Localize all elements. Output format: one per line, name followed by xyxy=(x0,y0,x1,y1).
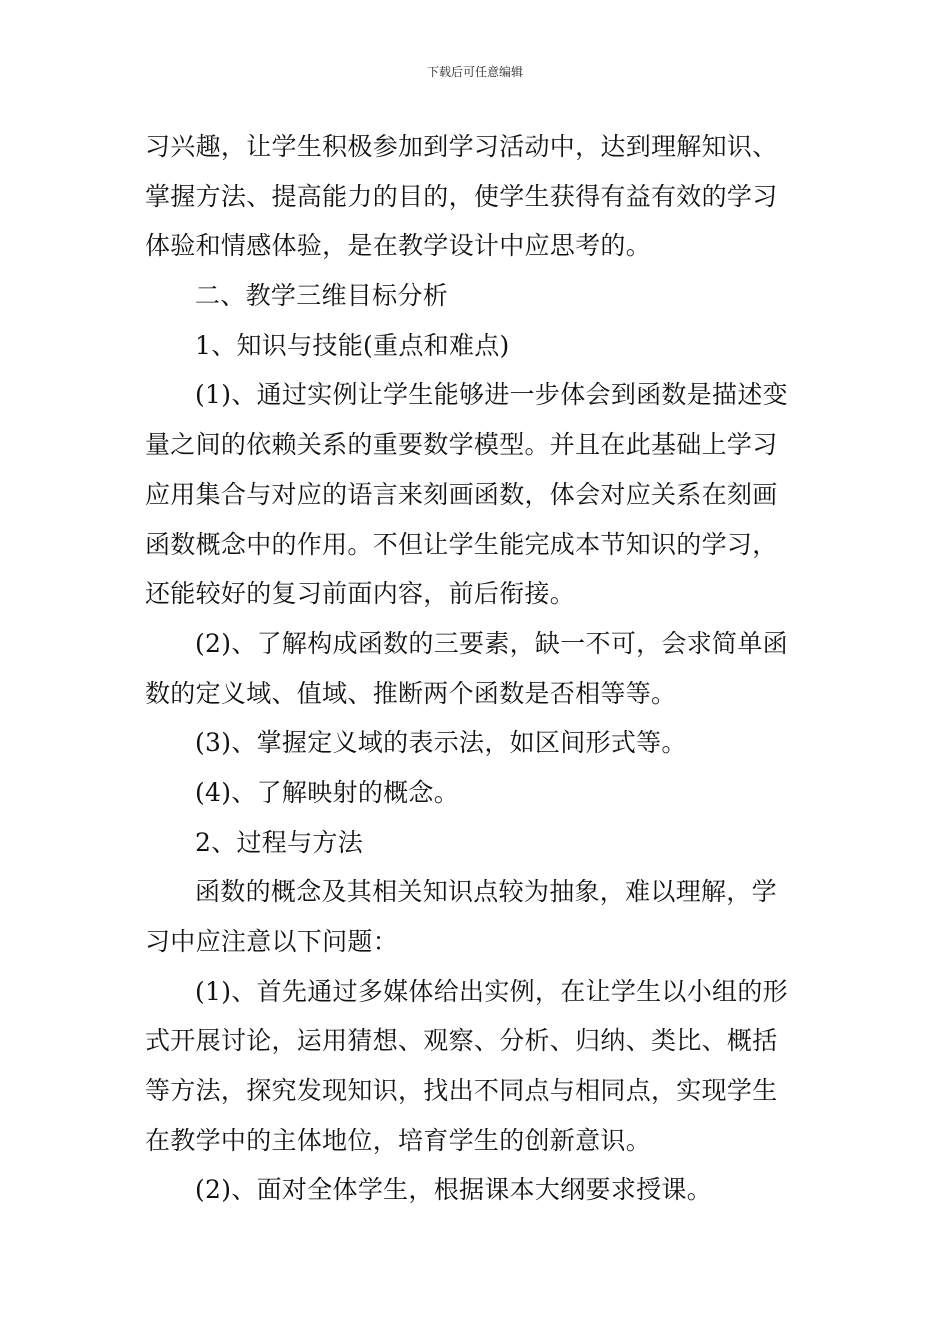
text-line: 掌握方法、提高能力的目的，使学生获得有益有效的学习 xyxy=(145,181,778,211)
section-heading: 二、教学三维目标分析 xyxy=(195,281,449,311)
text-line: 量之间的依赖关系的重要数学模型。并且在此基础上学习 xyxy=(145,430,778,460)
text-line: (2)、了解构成函数的三要素，缺一不可，会求简单函 xyxy=(195,628,788,658)
text-line: (4)、了解映射的概念。 xyxy=(195,777,460,807)
text-line: 应用集合与对应的语言来刻画函数，体会对应关系在刻画 xyxy=(145,479,778,509)
page-header: 下载后可任意编辑 xyxy=(426,65,523,79)
text-line: 函数的概念及其相关知识点较为抽象，难以理解，学 xyxy=(195,877,777,907)
text-line: (2)、面对全体学生，根据课本大纲要求授课。 xyxy=(195,1175,713,1205)
text-line: 函数概念中的作用。不但让学生能完成本节知识的学习， xyxy=(145,529,778,559)
text-line: 数的定义域、值域、推断两个函数是否相等等。 xyxy=(145,678,677,708)
text-line: 式开展讨论，运用猜想、观察、分析、归纳、类比、概括 xyxy=(145,1026,778,1056)
text-line: 等方法，探究发现知识，找出不同点与相同点，实现学生 xyxy=(145,1076,778,1106)
document-body xyxy=(145,122,807,1215)
text-line: 习中应注意以下问题： xyxy=(145,927,399,956)
text-line: 在教学中的主体地位，培育学生的创新意识。 xyxy=(145,1125,652,1155)
text-line: 体验和情感体验，是在教学设计中应思考的。 xyxy=(145,231,652,261)
text-line: (1)、首先通过多媒体给出实例，在让学生以小组的形 xyxy=(195,976,788,1006)
text-line: (1)、通过实例让学生能够进一步体会到函数是描述变 xyxy=(195,380,788,410)
text-line: 习兴趣，让学生积极参加到学习活动中，达到理解知识、 xyxy=(145,132,778,161)
text-line: 还能较好的复习前面内容，前后衔接。 xyxy=(145,579,576,609)
subsection-heading: 1、知识与技能(重点和难点) xyxy=(195,330,510,360)
subsection-heading: 2、过程与方法 xyxy=(195,827,364,857)
text-line: (3)、掌握定义域的表示法，如区间形式等。 xyxy=(195,728,687,758)
